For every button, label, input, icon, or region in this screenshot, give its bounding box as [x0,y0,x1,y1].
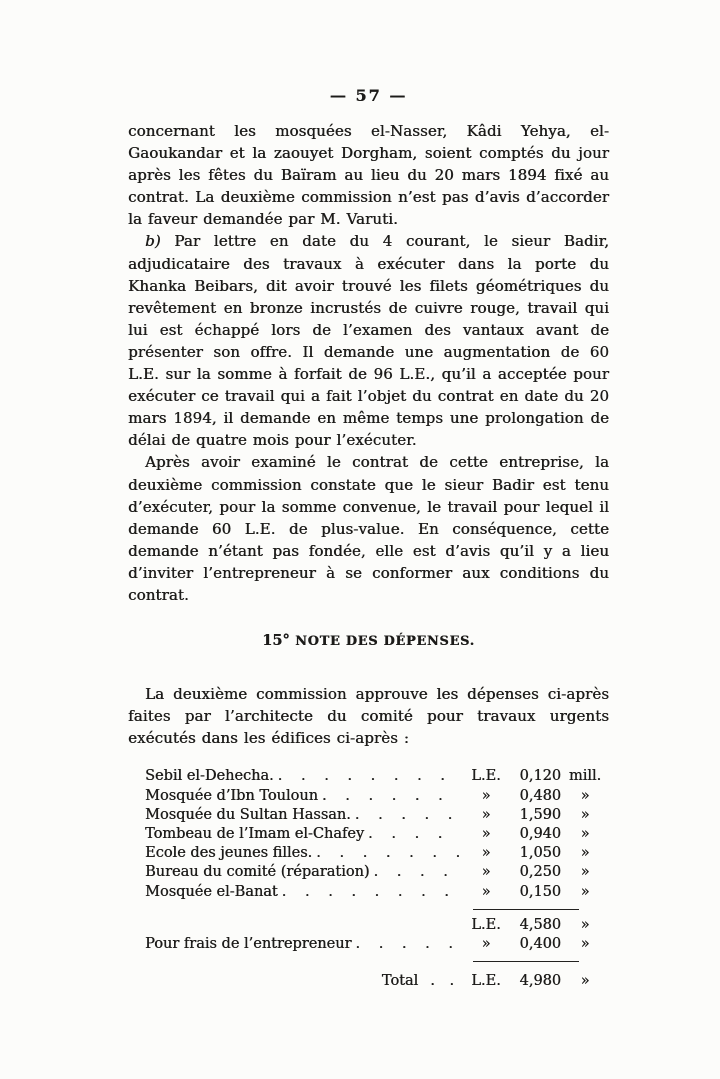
expense-label: Mosquée d’Ibn Touloun [145,787,318,804]
expense-value: 0,480 [519,787,561,804]
expense-value: 0,250 [519,864,561,881]
dot-leader [278,767,459,786]
paragraph-expenses-intro: La deuxième commission approuve les dépenses ci-après faites par l’architecte du comité pour travaux urgents exécutés dans les édifices ci-après : [128,685,609,748]
dot-leader [355,935,459,954]
expense-label: Mosquée du Sultan Hassan. [145,806,351,823]
section-title: NOTE DES DÉPENSES. [295,634,475,650]
expense-label: Mosquée el-Banat [145,883,278,900]
expense-currency: L.E. [471,768,501,785]
total-row [145,972,609,991]
expense-unit: » [580,883,590,900]
expense-currency: » [481,806,491,823]
total-value: 4,980 [519,973,561,990]
total-unit: » [580,973,590,990]
subtotal-unit: » [580,916,590,933]
subtotal-currency: L.E. [471,916,501,933]
expense-label: Bureau du comité (réparation) [145,864,370,881]
dot-leader [322,787,459,806]
expense-unit: » [580,825,590,842]
expense-value: 1,590 [519,806,561,823]
expense-value: 0,150 [519,883,561,900]
table-row [145,825,609,844]
expense-value: 0,120 [519,768,561,785]
section-number: 15° [262,632,290,650]
expense-currency: » [481,883,491,900]
item-marker-b: b) [145,232,161,251]
paragraph-item-b [128,230,609,451]
expense-currency: » [481,825,491,842]
paragraph-item-b-text: Par lettre en date du 4 courant, le sieur Badir, adjudicataire des travaux à exécuter dans la porte du Khanka Beibars, dit avoir trouvé les filets géométriques du revêtement en bronze incrustés de cuivre rouge, travail qui lui est échappé lors de l’examen des vantaux avant de présenter son offre. Il demande une augmentation de 60 L.E. sur la somme à forfait de 96 L.E., qu’il a acceptée pour exécuter ce travail qui a fait l’objet du contrat en date du 20 mars 1894, il demande en même temps une prolongation de délai de quatre mois pour l’exécuter. [128,232,609,450]
expense-currency: » [481,935,491,952]
paragraph-continuation: concernant les mosquées el-Nasser, Kâdi Yehya, el-Gaoukandar et la zaouyet Dorgham, soient comptés du jour après les fêtes du Baïram au lieu du 20 mars 1894 fixé au contrat. La deuxième commission n’est pas d’avis d’accorder la faveur demandée par M. Varuti. [128,122,609,229]
expenses-table [145,767,609,991]
table-row [145,844,609,863]
dot-leader [373,863,459,882]
table-row [145,767,609,786]
dot-leader [368,825,459,844]
expense-unit: » [580,806,590,823]
expense-unit: mill. [568,768,602,785]
expense-unit: » [580,864,590,881]
rule-line [473,909,579,910]
expense-label: Tombeau de l’Imam el-Chafey [145,825,365,842]
table-row [145,787,609,806]
expense-label: Ecole des jeunes filles. [145,845,313,862]
expense-label: Sebil el-Dehecha. [145,768,274,785]
subtotal-row [145,916,609,935]
dot-leader [355,806,459,825]
expense-label: Pour frais de l’entrepreneur [145,935,352,952]
expense-value: 1,050 [519,845,561,862]
section-heading [128,630,609,649]
page-number: — 57 — [329,86,408,105]
expense-currency: » [481,864,491,881]
total-currency: L.E. [471,973,501,990]
dot-leader [316,844,459,863]
paragraph-commission-decision: Après avoir examiné le contrat de cette entreprise, la deuxième commission constate que le sieur Badir est tenu d’exécuter, pour la somme convenue, le travail pour lequel il demande 60 L.E. de plus-value. En conséquence, cette demande n’étant pas fondée, elle est d’avis qu’il y a lieu d’inviter l’entrepreneur à se conformer aux conditions du contrat. [128,453,609,604]
total-label: Total [381,973,419,990]
expense-unit: » [580,935,590,952]
subtotal-value: 4,580 [519,916,561,933]
expense-value: 0,400 [519,935,561,952]
expense-currency: » [481,787,491,804]
total-rule [145,961,609,962]
total-dots: . . [430,973,459,990]
rule-line [473,961,579,962]
dot-leader [282,883,459,902]
expense-currency: » [481,845,491,862]
contractor-fees-row [145,935,609,954]
table-row [145,806,609,825]
expense-value: 0,940 [519,825,561,842]
expense-unit: » [580,845,590,862]
page-content [128,120,609,991]
table-row [145,883,609,902]
table-row [145,863,609,882]
subtotal-rule [145,909,609,910]
expense-unit: » [580,787,590,804]
